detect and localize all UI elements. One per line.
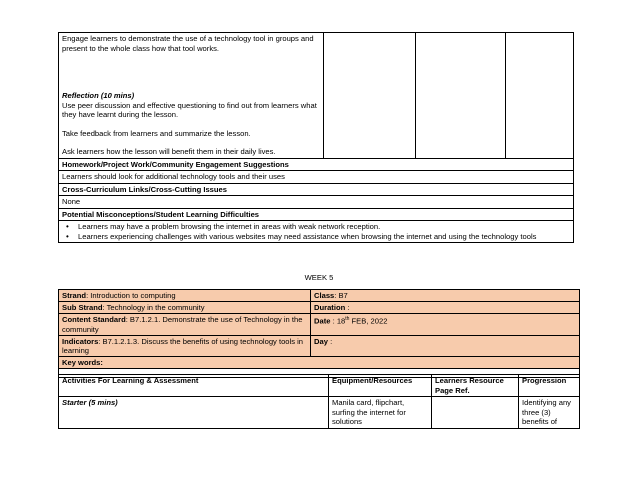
content-standard-label: Content Standard	[62, 315, 126, 325]
duration-cell	[311, 302, 580, 314]
progression-header: Progression	[519, 375, 580, 397]
indicators-label: Indicators	[62, 336, 99, 346]
day-label: Day	[314, 336, 328, 346]
starter-title: Starter (5 mins)	[59, 397, 329, 429]
substrand-label: Sub Strand	[62, 303, 103, 313]
strand-value: : Introduction to computing	[86, 291, 176, 300]
starter-resource	[432, 397, 519, 429]
lesson-info-table	[58, 289, 580, 378]
day-cell	[311, 335, 580, 356]
misconceptions-list	[59, 221, 574, 243]
substrand-value: : Technology in the community	[102, 303, 205, 313]
cross-curriculum-label: Cross-Curriculum Links/Cross-Cutting Issues	[59, 183, 574, 196]
date-cell	[311, 314, 580, 335]
indicators-cell	[59, 335, 311, 356]
reflection-text-1: Use peer discussion and effective questioning to find out from learners what they have learnt during the lesson.	[62, 100, 317, 119]
homework-label: Homework/Project Work/Community Engagement Suggestions	[59, 158, 574, 171]
week-title: WEEK 5	[304, 273, 334, 282]
strand-cell	[59, 290, 311, 302]
day-value: :	[330, 336, 333, 346]
lesson-continuation-table	[58, 32, 574, 243]
content-standard-value: : B7.1.2.1. Demonstrate the use of Technology in the community	[62, 315, 303, 334]
keywords-cell	[59, 357, 580, 369]
reflection-text-2: Take feedback from learners and summarize the lesson.	[62, 128, 251, 138]
strand-label: Strand	[62, 291, 87, 300]
class-value: : B7	[334, 291, 348, 300]
starter-progression: Identifying any three (3) benefits of	[519, 397, 580, 429]
class-cell	[311, 290, 580, 302]
date-label: Date	[314, 316, 331, 326]
resource-cell	[416, 33, 506, 159]
reflection-text-3: Ask learners how the lesson will benefit them in their daily lives.	[62, 147, 276, 156]
keywords-label: Key words	[62, 358, 101, 368]
homework-text: Learners should look for additional technology tools and their uses	[59, 171, 574, 184]
indicators-value: : B7.1.2.1.3. Discuss the benefits of using technology tools in learning	[62, 336, 304, 356]
date-suffix: FEB, 2022	[349, 316, 388, 326]
duration-label: Duration	[314, 303, 346, 313]
progression-cell	[506, 33, 574, 159]
cross-curriculum-text: None	[59, 196, 574, 209]
activities-table	[58, 374, 580, 429]
activity-text: Engage learners to demonstrate the use of a technology tool in groups and present to the whole class how that tool works.	[62, 34, 314, 53]
misconception-item: • Learners experiencing challenges with various websites may need assistance when browsing the internet and using the technology tools	[62, 232, 570, 242]
date-value: : 18	[332, 316, 346, 326]
misconception-item: • Learners may have a problem browsing the internet in areas with weak network reception.	[62, 222, 570, 232]
equipment-header: Equipment/Resources	[329, 375, 432, 397]
duration-value: :	[347, 303, 350, 313]
activities-cell	[59, 33, 324, 159]
activities-header: Activities For Learning & Assessment	[59, 375, 329, 397]
equipment-cell	[324, 33, 416, 159]
keywords-value: :	[100, 358, 103, 368]
substrand-cell	[59, 302, 311, 314]
resource-header: Learners Resource Page Ref.	[432, 375, 519, 397]
date-ordinal: th	[345, 316, 350, 323]
misconceptions-label: Potential Misconceptions/Student Learning Difficulties	[59, 208, 574, 221]
reflection-title: Reflection (10 mins)	[62, 91, 135, 100]
content-standard-cell	[59, 314, 311, 335]
class-label: Class	[314, 291, 335, 300]
starter-equipment: Manila card, flipchart, surfing the internet for solutions	[329, 397, 432, 429]
